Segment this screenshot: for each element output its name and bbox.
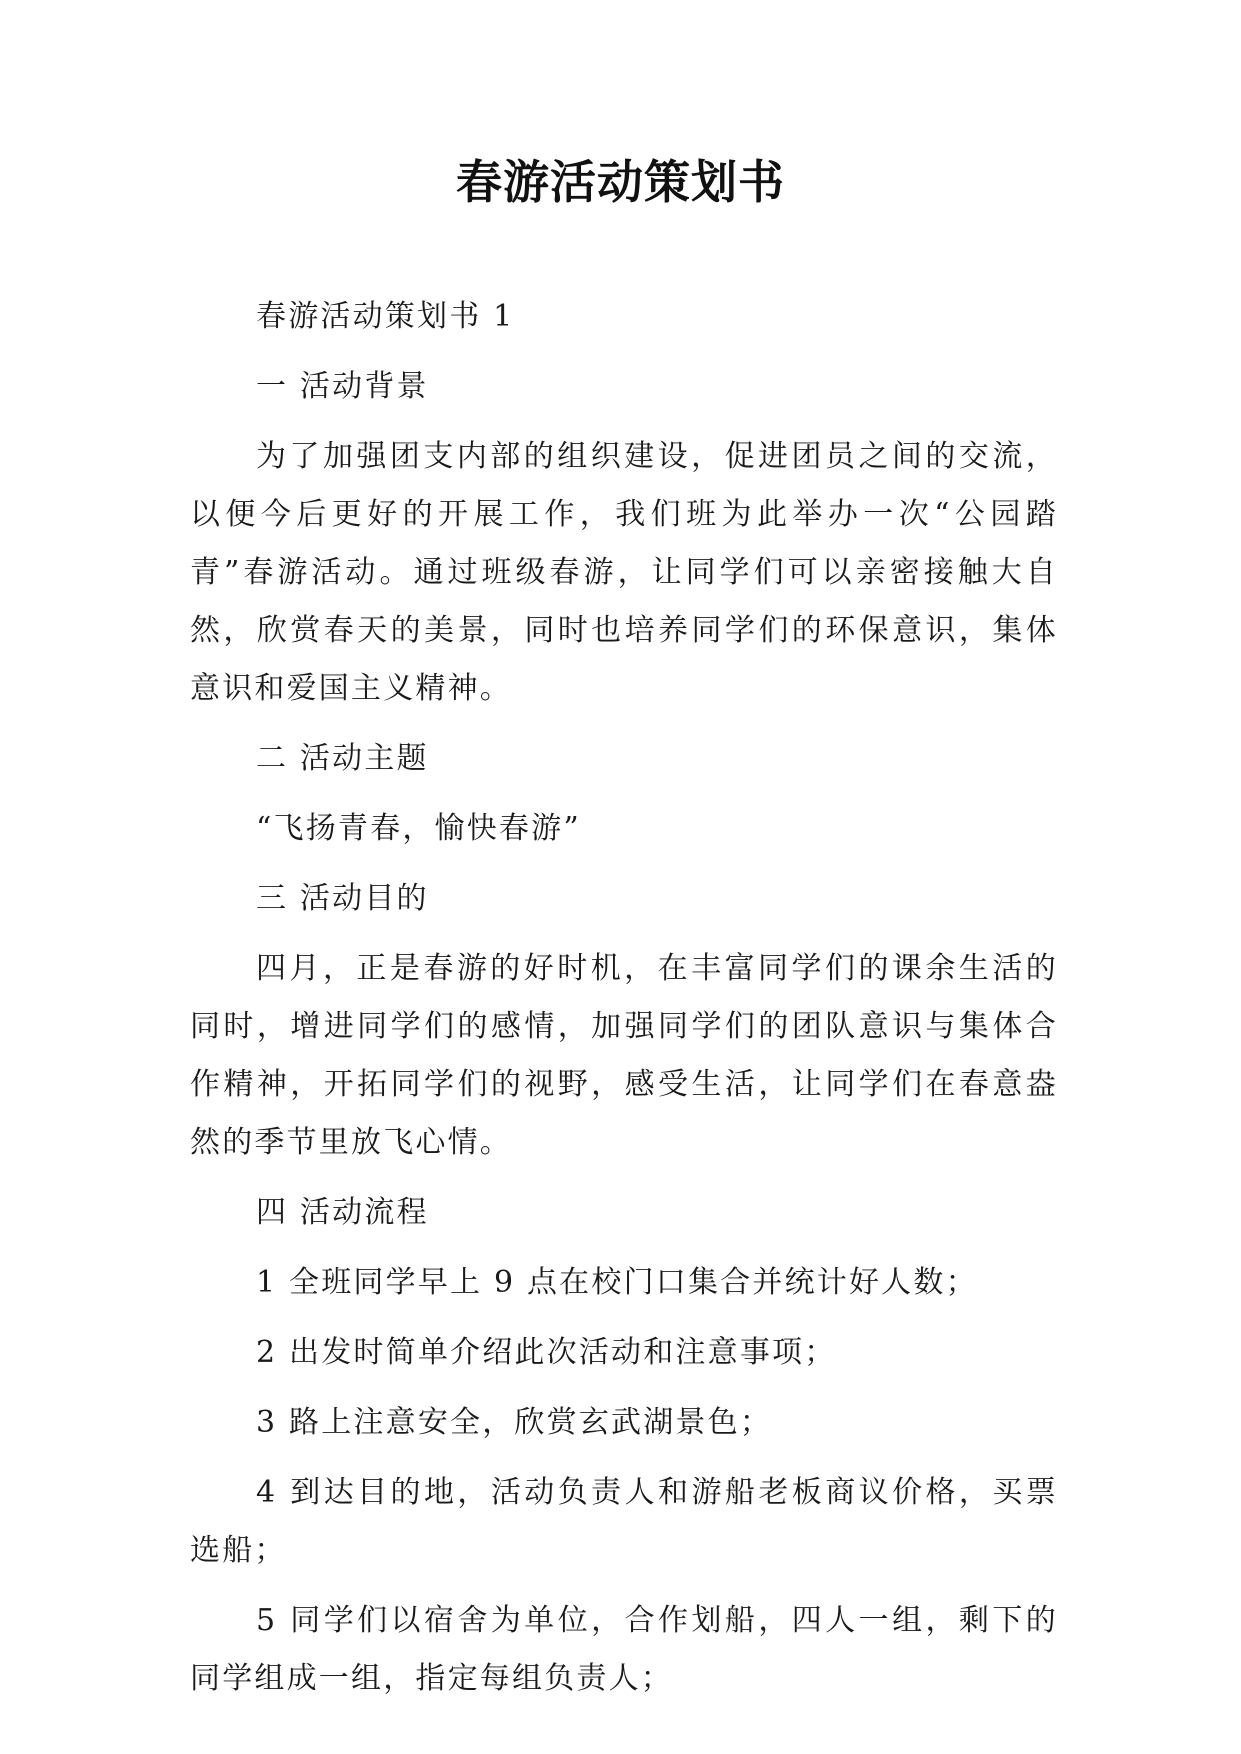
section-heading-background: 一 活动背景 xyxy=(256,369,429,404)
document-title: 春游活动策划书 xyxy=(456,155,785,209)
paragraph-background: 为了加强团支内部的组织建设，促进团员之间的交流，以便今后更好的开展工作，我们班为此举办一次“公园踏青”春游活动。通过班级春游，让同学们可以亲密接触大自然，欣赏春天的美景，同时也培养同学们的环保意识，集体意识和爱国主义精神。 xyxy=(190,439,1058,706)
section-heading-doc-number: 春游活动策划书 1 xyxy=(256,299,515,334)
section-heading-theme: 二 活动主题 xyxy=(256,741,429,776)
document-body xyxy=(190,288,1058,1720)
list-item-step-5: 5 同学们以宿舍为单位，合作划船，四人一组，剩下的同学组成一组，指定每组负责人； xyxy=(190,1603,1058,1696)
paragraph-purpose: 四月，正是春游的好时机，在丰富同学们的课余生活的同时，增进同学们的感情，加强同学们的团队意识与集体合作精神，开拓同学们的视野，感受生活，让同学们在春意盎然的季节里放飞心情。 xyxy=(190,951,1058,1160)
list-item-step-4: 4 到达目的地，活动负责人和游船老板商议价格，买票选船； xyxy=(190,1475,1058,1568)
section-heading-purpose: 三 活动目的 xyxy=(256,881,429,916)
section-heading-process: 四 活动流程 xyxy=(256,1195,429,1230)
paragraph-theme: “飞扬青春，愉快春游” xyxy=(256,811,581,846)
list-item-step-2: 2 出发时简单介绍此次活动和注意事项； xyxy=(256,1335,837,1370)
list-item-step-1: 1 全班同学早上 9 点在校门口集合并统计好人数； xyxy=(256,1265,978,1300)
list-item-step-3: 3 路上注意安全，欣赏玄武湖景色； xyxy=(256,1405,773,1440)
